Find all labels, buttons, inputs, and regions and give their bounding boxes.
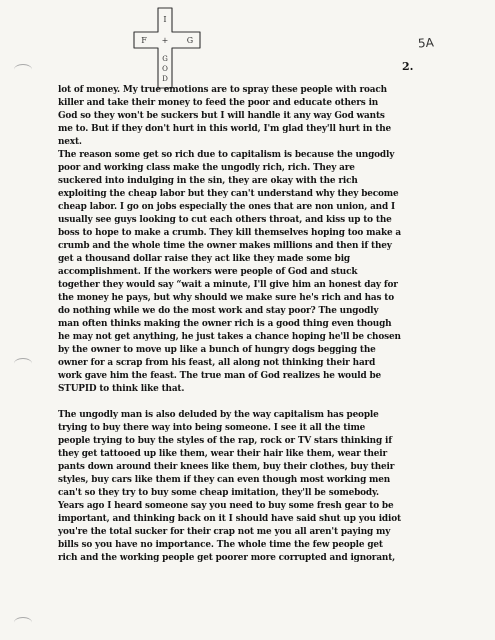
text-line: bills so you have no importance. The whole time the few people get: [58, 540, 383, 550]
cross-left-letter: F: [141, 36, 147, 45]
cross-bottom-letter: G: [162, 55, 168, 63]
text-line: STUPID to think like that.: [58, 384, 185, 394]
text-line: next.: [58, 137, 82, 147]
text-line: you're the total sucker for their crap not me you all aren't paying my: [58, 527, 391, 537]
text-line: usually see guys looking to cut each others throat, and kiss up to the: [58, 215, 392, 225]
text-line: Years ago I heard someone say you need to buy some fresh gear to be: [58, 501, 394, 511]
text-line: the money he pays, but why should we make sure he's rich and has to: [58, 293, 395, 303]
text-line: can't so they try to buy some cheap imitation, they'll be somebody.: [58, 488, 379, 498]
text-line: get a thousand dollar raise they act like they made some big: [58, 254, 350, 264]
text-line: pants down around their knees like them, buy their clothes, buy their: [58, 462, 395, 472]
text-line: do nothing while we do the most work and stay poor? The ungodly: [58, 306, 379, 316]
text-line: together they would say “wait a minute, I'll give him an honest day for: [58, 280, 398, 290]
cross-right-letter: G: [186, 36, 194, 45]
text-line: work gave him the feast. The true man of God realizes he would be: [58, 371, 382, 381]
text-line: crumb and the whole time the owner makes millions and then if they: [58, 241, 392, 251]
text-line: boss to hope to make a crumb. They kill themselves hoping too make a: [58, 228, 402, 238]
text-line: trying to buy there way into being someone. I see it all the time: [58, 423, 366, 433]
paragraph-2: [58, 409, 488, 565]
text-line: cheap labor. I go on jobs especially the ones that are non union, and I: [58, 202, 395, 212]
text-line: exploiting the cheap labor but they can't understand why they become: [58, 189, 399, 199]
text-line: rich and the working people get poorer more corrupted and ignorant,: [58, 553, 396, 563]
text-line: owner for a scrap from his feast, all along not thinking their hard: [58, 358, 376, 368]
text-line: lot of money. My true emotions are to spray these people with roach: [58, 85, 387, 95]
text-line: important, and thinking back on it I should have said shut up you idiot: [58, 514, 401, 524]
binder-hole: [14, 64, 32, 75]
text-line: killer and take their money to feed the poor and educate others in: [58, 98, 379, 108]
paragraph-1: [58, 84, 488, 396]
text-line: by the owner to move up like a bunch of hungry dogs begging the: [58, 345, 376, 355]
text-line: he may not get anything, he just takes a chance hoping he'll be chosen: [58, 332, 401, 342]
hand-drawn-cross-icon: [130, 6, 210, 92]
page-number: 2.: [402, 60, 414, 73]
text-line: people trying to buy the styles of the rap, rock or TV stars thinking if: [58, 436, 392, 446]
cross-bottom-letter: O: [162, 65, 168, 73]
text-line: God so they won't be suckers but I will handle it any way God wants: [58, 111, 385, 121]
text-line: The ungodly man is also deluded by the way capitalism has people: [58, 410, 379, 420]
text-line: poor and working class make the ungodly rich, rich. They are: [58, 163, 355, 173]
text-line: they get tattooed up like them, wear their hair like them, wear their: [58, 449, 388, 459]
handwritten-page-note: 5A: [417, 35, 435, 51]
letter-body: [58, 84, 488, 565]
cross-center-mark: +: [161, 36, 169, 45]
binder-hole: [14, 617, 32, 628]
text-line: me to. But if they don't hurt in this world, I'm glad they'll hurt in the: [58, 124, 392, 134]
paragraph-gap: [58, 396, 488, 409]
text-line: accomplishment. If the workers were people of God and stuck: [58, 267, 358, 277]
text-line: The reason some get so rich due to capitalism is because the ungodly: [58, 150, 395, 160]
text-line: man often thinks making the owner rich is a good thing even though: [58, 319, 392, 329]
text-line: styles, buy cars like them if they can even though most working men: [58, 475, 391, 485]
cross-top-letter: I: [163, 15, 167, 24]
cross-bottom-letter: D: [162, 75, 168, 83]
text-line: suckered into indulging in the sin, they are okay with the rich: [58, 176, 358, 186]
binder-hole: [14, 358, 32, 369]
